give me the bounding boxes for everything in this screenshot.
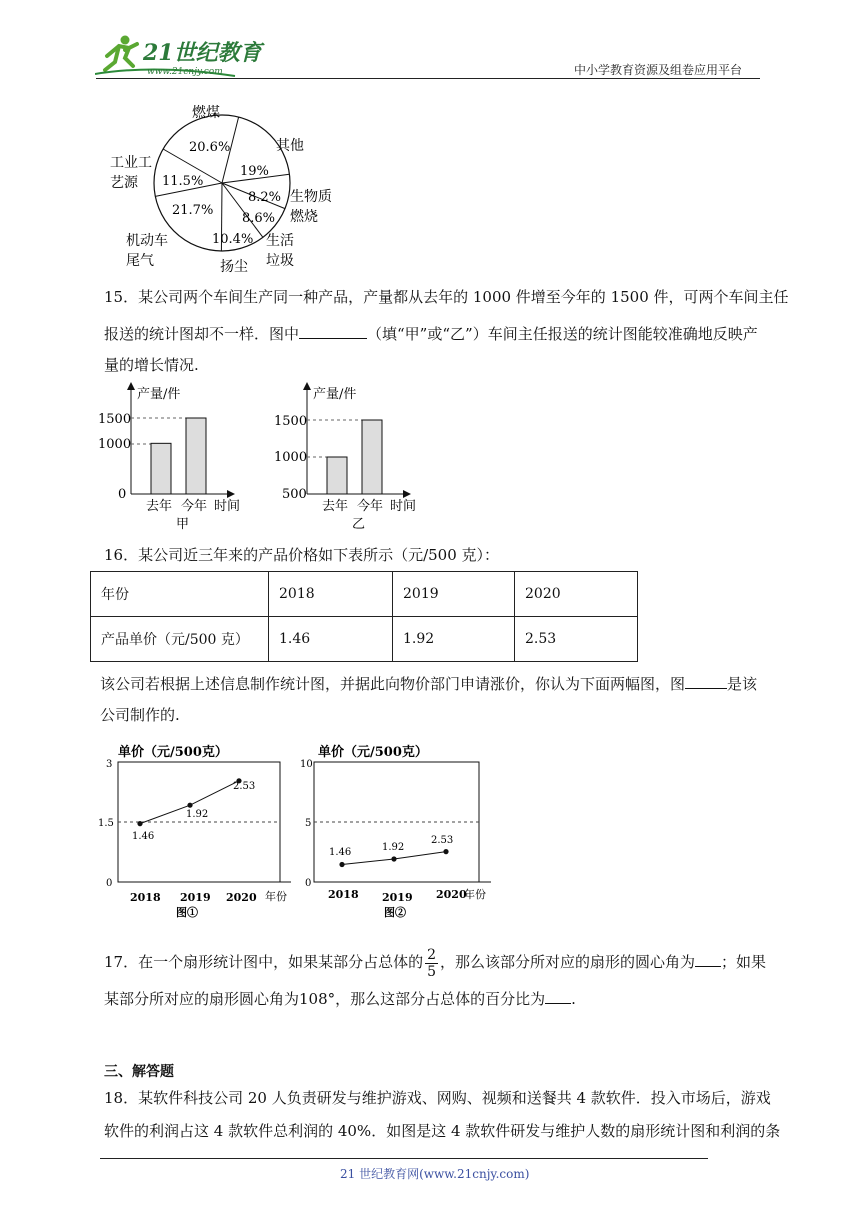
q17-line2-b: . [571, 990, 576, 1008]
pie-value-dust: 10.4% [212, 232, 254, 247]
q16-line2-a: 该公司若根据上述信息制作统计图，并据此向物价部门申请涨价，你认为下面两幅图，图 [100, 675, 686, 693]
pie-label-life-2: 垃圾 [266, 253, 294, 269]
lc2-point-2020 [443, 849, 448, 854]
yi-bar-lastyear [327, 457, 347, 494]
q17-line1 [104, 945, 766, 980]
jia-ylabel: 产量/件 [137, 387, 181, 402]
yi-tick-1000: 1000 [274, 450, 308, 465]
yi-xlabel: 时间 [390, 499, 417, 514]
pie-label-vehicle-1: 机动车 [126, 233, 168, 249]
jia-cat-lastyear: 去年 [146, 499, 173, 514]
pie-label-bio-2: 燃烧 [290, 209, 318, 225]
q17-line2-a: 某部分所对应的扇形圆心角为108°，那么这部分占总体的百分比为 [104, 990, 546, 1008]
pie-label-vehicle-2: 尾气 [126, 253, 154, 269]
lc2-tick-5: 5 [305, 818, 312, 829]
q15-line2-b: （填“甲”或“乙”）车间主任报送的统计图能较准确地反映产 [367, 325, 758, 343]
q16-answer-blank[interactable] [685, 672, 727, 689]
pie-value-bio: 8.2% [248, 190, 282, 205]
q15-line1: 15．某公司两个车间生产同一种产品，产量都从去年的 1000 件增至今年的 1500 件，可两个车间主任 [104, 288, 789, 306]
pie-value-coal: 20.6% [189, 140, 231, 155]
table-cell: 1.92 [393, 617, 515, 662]
yi-cat-thisyear: 今年 [357, 499, 384, 514]
footer-link[interactable]: 21 世纪教育网(www.21cnjy.com) [340, 1167, 530, 1181]
lc1-xlabel: 年份 [265, 890, 287, 903]
price-table [90, 571, 638, 662]
table-cell: 年份 [91, 572, 269, 617]
yi-tick-500: 500 [282, 487, 307, 502]
pie-label-bio-1: 生物质 [290, 189, 332, 205]
logo-text: 21世纪教育 [143, 40, 262, 66]
table-row [91, 617, 638, 662]
lc1-value-2020: 2.53 [233, 781, 256, 792]
lc1-title: 单价（元/500克） [118, 745, 228, 760]
q17-frac-den: 5 [427, 963, 437, 980]
lc2-value-2019: 1.92 [382, 842, 405, 853]
pie-label-life-1: 生活 [266, 233, 294, 249]
lc2-tick-10: 10 [300, 759, 313, 770]
jia-tick-0: 0 [118, 487, 127, 502]
lc1-year-2020: 2020 [226, 891, 257, 904]
pie-value-industry: 11.5% [162, 174, 204, 189]
lc2-year-2019: 2019 [382, 891, 413, 904]
jia-caption: 甲 [176, 517, 190, 532]
yi-ylabel: 产量/件 [313, 387, 357, 402]
jia-cat-thisyear: 今年 [181, 499, 208, 514]
jia-bar-lastyear [151, 443, 171, 494]
q16-line2-b: 是该 [727, 675, 758, 693]
header-rule [96, 78, 760, 79]
logo-figure-head [121, 36, 130, 45]
lc1-tick-1.5: 1.5 [98, 818, 114, 829]
lc1-tick-3: 3 [106, 759, 113, 770]
q17-frac-num: 2 [427, 946, 437, 963]
lc1-tick-0: 0 [106, 878, 113, 889]
q17-fraction [425, 947, 438, 980]
table-row [91, 572, 638, 617]
table-cell: 2.53 [515, 617, 638, 662]
pie-value-other: 19% [240, 164, 269, 179]
pie-label-industry-2: 艺源 [110, 175, 138, 191]
q17-line1-a: 17．在一个扇形统计图中，如果某部分占总体的 [104, 953, 424, 971]
pie-label-dust: 扬尘 [220, 259, 248, 275]
lc2-value-2018: 1.46 [329, 847, 352, 858]
bar-chart-jia [96, 380, 266, 532]
pie-value-life: 8.6% [242, 211, 276, 226]
lc2-year-2020: 2020 [436, 888, 467, 901]
table-cell: 产品单价（元/500 克） [91, 617, 269, 662]
table-cell: 2019 [393, 572, 515, 617]
yi-cat-lastyear: 去年 [322, 499, 349, 514]
q17-answer-blank-1[interactable] [695, 950, 721, 967]
table-cell: 1.46 [269, 617, 393, 662]
lc2-xlabel: 年份 [464, 888, 486, 901]
lc2-point-2019 [391, 856, 396, 861]
lc1-point-2018 [137, 821, 142, 826]
table-cell: 2018 [269, 572, 393, 617]
q15-line3: 量的增长情况. [104, 356, 199, 374]
q17-line1-b: ，那么该部分所对应的扇形的圆心角为 [440, 953, 696, 971]
lc2-point-2018 [339, 862, 344, 867]
jia-tick-1500: 1500 [98, 412, 132, 427]
lc1-year-2019: 2019 [180, 891, 211, 904]
q18-line2: 软件的利润占这 4 款软件总利润的 40%．如图是这 4 款软件研发与维护人数的扇形统计图和利润的条 [104, 1122, 781, 1140]
section-heading: 三、解答题 [104, 1064, 174, 1080]
yi-caption: 乙 [352, 517, 366, 532]
bar-chart-yi [272, 380, 442, 532]
line-chart-1 [96, 738, 296, 922]
q17-line2 [104, 987, 576, 1009]
q16-line2 [100, 672, 757, 694]
header-platform-text: 中小学教育资源及组卷应用平台 [574, 63, 743, 77]
q15-line2 [104, 322, 758, 344]
lc2-title: 单价（元/500克） [318, 745, 428, 760]
pie-label-industry-1: 工业工 [110, 155, 152, 171]
lc1-point-2019 [187, 803, 192, 808]
lc1-caption: 图① [176, 906, 198, 919]
lc2-year-2018: 2018 [328, 888, 359, 901]
logo-url: www.21cnjy.com [147, 67, 223, 77]
pie-value-vehicle: 21.7% [172, 203, 214, 218]
lc1-year-2018: 2018 [130, 891, 161, 904]
yi-bar-thisyear [362, 420, 382, 494]
jia-bar-thisyear [186, 418, 206, 494]
site-logo[interactable] [95, 34, 265, 78]
q18-line1: 18．某软件科技公司 20 人负责研发与维护游戏、网购、视频和送餐共 4 款软件．投入市场后，游戏 [104, 1089, 771, 1107]
lc2-value-2020: 2.53 [431, 835, 454, 846]
jia-xlabel: 时间 [214, 499, 241, 514]
pie-label-other: 其他 [276, 138, 304, 154]
lc1-value-2019: 1.92 [186, 809, 209, 820]
q16-line1: 16．某公司近三年来的产品价格如下表所示（元/500 克）： [104, 546, 500, 564]
q15-answer-blank[interactable] [299, 322, 367, 339]
lc1-value-2018: 1.46 [132, 831, 155, 842]
yi-tick-1500: 1500 [274, 414, 308, 429]
lc2-caption: 图② [384, 906, 406, 919]
pie-chart [100, 95, 360, 280]
table-cell: 2020 [515, 572, 638, 617]
jia-tick-1000: 1000 [98, 437, 132, 452]
q17-answer-blank-2[interactable] [545, 987, 571, 1004]
q17-line1-c: ；如果 [721, 953, 767, 971]
q16-line3: 公司制作的. [100, 706, 180, 724]
lc2-tick-0: 0 [305, 878, 312, 889]
pie-label-coal: 燃煤 [192, 105, 220, 121]
q15-line2-a: 报送的统计图却不一样．图中 [104, 325, 300, 343]
logo-figure-body [105, 44, 137, 70]
line-chart-2 [296, 738, 496, 922]
footer-rule [100, 1158, 708, 1159]
